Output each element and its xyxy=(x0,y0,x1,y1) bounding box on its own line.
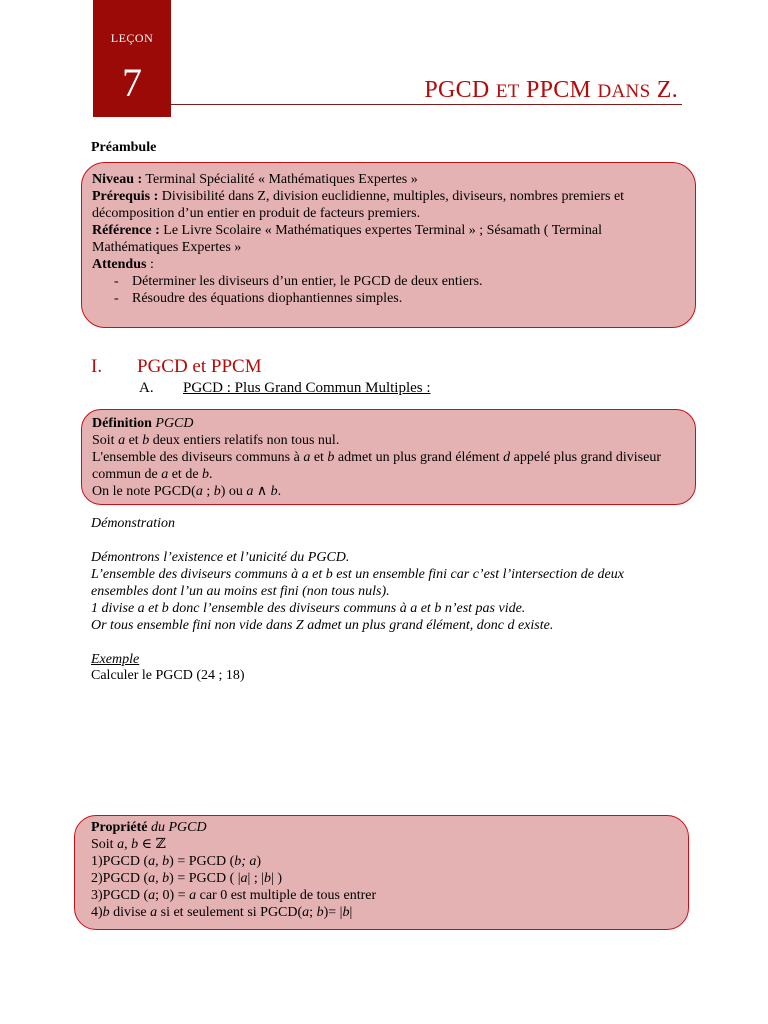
lesson-tab xyxy=(93,0,171,117)
property-line: 2)PGCD (a, b) = PGCD ( |a| ; |b| ) xyxy=(91,871,283,886)
definition-title: Définition PGCD xyxy=(92,416,194,431)
property-line: 4)b divise a si et seulement si PGCD(a; b)= |b| xyxy=(91,905,353,920)
section-heading: I. PGCD et PPCM xyxy=(91,356,262,377)
example-heading: Exemple xyxy=(91,652,140,667)
property-title: Propriété du PGCD xyxy=(91,820,207,835)
subsection-heading: A. PGCD : Plus Grand Commun Multiples : xyxy=(139,380,431,396)
attendus-line: Attendus : xyxy=(92,257,154,272)
demonstration-line: 1 divise a et b donc l’ensemble des diviseurs communs à a et b n’est pas vide. xyxy=(91,601,526,616)
lesson-number: 7 xyxy=(122,60,142,105)
demonstration-line: Or tous ensemble fini non vide dans Z admet un plus grand élément, donc d existe. xyxy=(91,618,554,633)
title-divider xyxy=(171,104,682,105)
example-text: Calculer le PGCD (24 ; 18) xyxy=(91,668,245,683)
definition-box xyxy=(81,409,696,505)
attendus-list xyxy=(92,273,683,307)
niveau-line: Niveau : Terminal Spécialité « Mathématiques Expertes » xyxy=(92,172,418,187)
page-title: PGCD ET PPCM DANS Z. xyxy=(424,77,678,103)
definition-line: On le note PGCD(a ; b) ou a ∧ b. xyxy=(92,484,282,499)
property-line: 1)PGCD (a, b) = PGCD (b; a) xyxy=(91,854,262,869)
property-line: Soit a, b ∈ ℤ xyxy=(91,837,166,852)
demonstration-line: Démontrons l’existence et l’unicité du PGCD. xyxy=(91,550,350,565)
demonstration-line: L’ensemble des diviseurs communs à a et b est un ensemble fini car c’est l’intersection de deux ensembles dont l’un au moins est fini (non tous nuls). xyxy=(91,567,624,599)
prerequis-line: Prérequis : Divisibilité dans Z, division euclidienne, multiples, diviseurs, nombres premiers et décomposition d’un entier en produit de facteurs premiers. xyxy=(92,189,625,221)
property-box xyxy=(74,815,689,930)
reference-line: Référence : Le Livre Scolaire « Mathématiques expertes Terminal » ; Sésamath ( Terminal Mathématiques Expertes » xyxy=(92,223,603,255)
list-item: - Résoudre des équations diophantiennes simples. xyxy=(92,290,683,307)
demonstration-heading: Démonstration xyxy=(91,516,175,531)
list-item: - Déterminer les diviseurs d’un entier, le PGCD de deux entiers. xyxy=(92,273,683,290)
lesson-label: LEÇON xyxy=(110,31,154,45)
definition-line: Soit a et b deux entiers relatifs non tous nul. xyxy=(92,433,340,448)
property-line: 3)PGCD (a; 0) = a car 0 est multiple de tous entrer xyxy=(91,888,377,903)
definition-line: L'ensemble des diviseurs communs à a et b admet un plus grand élément d appelé plus grand diviseur commun de a et de b. xyxy=(92,450,662,482)
preamble-heading: Préambule xyxy=(91,140,157,155)
preamble-box xyxy=(81,162,696,328)
demonstration-body xyxy=(91,549,666,634)
